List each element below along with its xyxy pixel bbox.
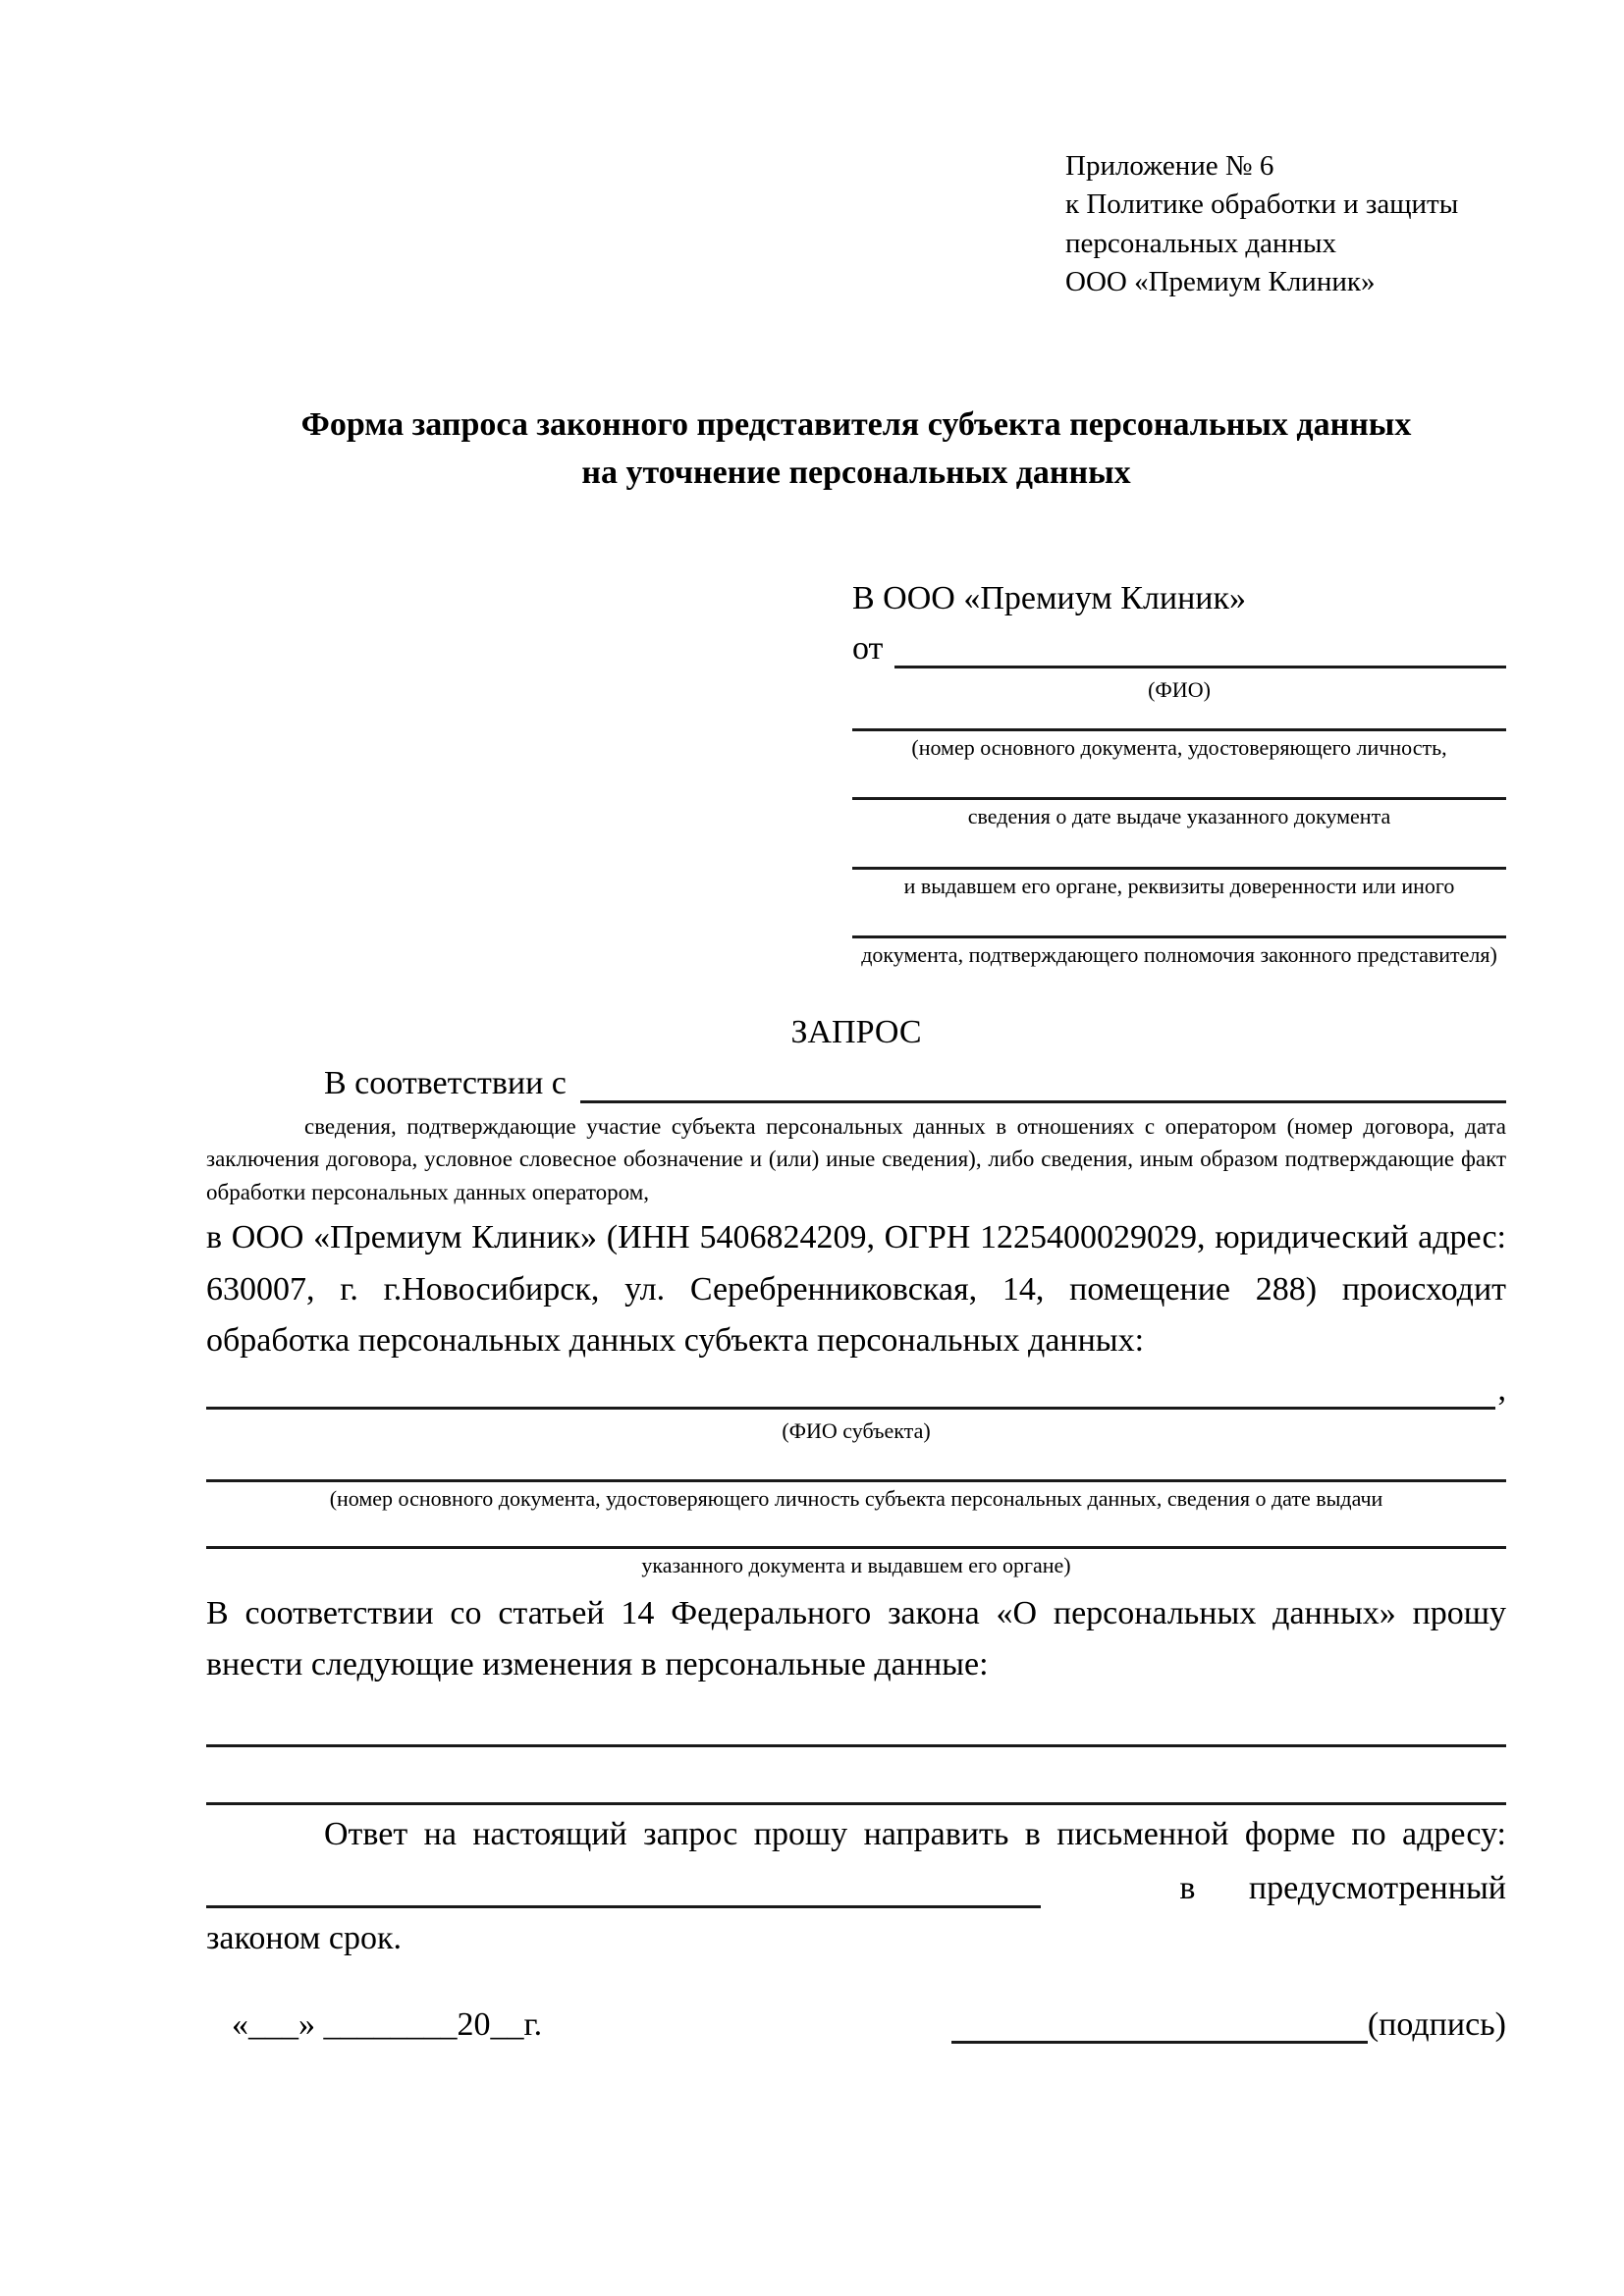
caption-signature: (подпись) [1367, 2006, 1506, 2044]
blank-line-subject-doc-number [206, 1446, 1506, 1482]
reply-end: законом срок. [206, 1920, 402, 1957]
from-label: от [852, 629, 884, 667]
request-heading: ЗАПРОС [790, 1013, 922, 1050]
appendix-line-4: ООО «Премиум Клиник» [1065, 266, 1376, 298]
law-paragraph: В соответствии со статьей 14 Федерального закона «О персональных данных» прошу внести следующие изменения в персональные данные: [206, 1594, 1506, 1683]
date-field: «___» ________20__г. [232, 2006, 543, 2044]
blank-line-authority-doc [852, 900, 1506, 938]
operator-paragraph: в ООО «Премиум Клиник» (ИНН 5406824209, ОГРН 1225400029029, юридический адрес: 630007, г. г.Новосибирск, ул. Серебренниковская, 14, помещение 288) происходит обработка персональных данных субъекта персональных данных: [206, 1218, 1506, 1360]
intro-label: В соответствии с [324, 1064, 567, 1101]
form-title-line-2: на уточнение персональных данных [581, 454, 1131, 492]
caption-authority-doc: документа, подтверждающего полномочия законного представителя) [861, 942, 1497, 968]
blank-line-subject-fio [206, 1407, 1495, 1410]
form-title [206, 400, 1506, 498]
blank-line-address [206, 1905, 1041, 1908]
blank-line-doc-number [852, 705, 1506, 731]
blank-line-subject-doc-issuer [206, 1513, 1506, 1549]
appendix-line-1: Приложение № 6 [1065, 150, 1274, 182]
blank-line-signature [951, 2041, 1368, 2044]
blank-line-changes-1 [206, 1697, 1506, 1747]
signature-field [951, 2000, 1506, 2050]
reply-address-row [206, 1861, 1506, 1913]
addressee-block [852, 575, 1506, 970]
subject-line-comma: , [1497, 1371, 1506, 1408]
caption-subject-fio: (ФИО субъекта) [782, 1418, 931, 1443]
caption-fio: (ФИО) [1148, 676, 1211, 702]
appendix-line-3: персональных данных [1065, 227, 1337, 259]
blank-line-basis [580, 1100, 1506, 1103]
reply-paragraph: Ответ на настоящий запрос прошу направить в письменной форме по адресу: [324, 1816, 1506, 1853]
caption-doc-number: (номер основного документа, удостоверяющего личность, [911, 734, 1447, 760]
addressee-organization: В ООО «Премиум Клиник» [852, 580, 1247, 617]
blank-line-representative-fio [894, 666, 1506, 668]
caption-doc-issuer: и выдавшем его органе, реквизиты доверенности или иного [903, 873, 1455, 898]
from-row [852, 622, 1506, 673]
blank-line-doc-issue-date [852, 762, 1506, 800]
blank-line-doc-issuer [852, 831, 1506, 870]
caption-doc-issue-date: сведения о дате выдаче указанного документа [967, 804, 1391, 829]
appendix-note [1065, 147, 1506, 302]
form-title-line-1: Форма запроса законного представителя субъекта персональных данных [300, 405, 1412, 443]
appendix-line-2: к Политике обработки и защиты [1065, 188, 1459, 221]
subject-fio-row [206, 1373, 1506, 1415]
signature-row [206, 1999, 1506, 2050]
intro-row [206, 1057, 1506, 1108]
intro-footnote: сведения, подтверждающие участие субъекта персональных данных в отношениях с оператором (номер договора, дата заключения договора, условное словесное обозначение и (или) иные сведения), либо сведения, иным образом подтверждающие факт обработки персональных данных оператором, [206, 1113, 1506, 1204]
caption-subject-doc-issuer: указанного документа и выдавшем его органе) [641, 1553, 1071, 1578]
caption-subject-doc-number: (номер основного документа, удостоверяющего личность субъекта персональных данных, сведения о дате выдачи [329, 1485, 1383, 1511]
blank-line-changes-2 [206, 1747, 1506, 1805]
reply-suffix: в предусмотренный [1179, 1870, 1506, 1907]
